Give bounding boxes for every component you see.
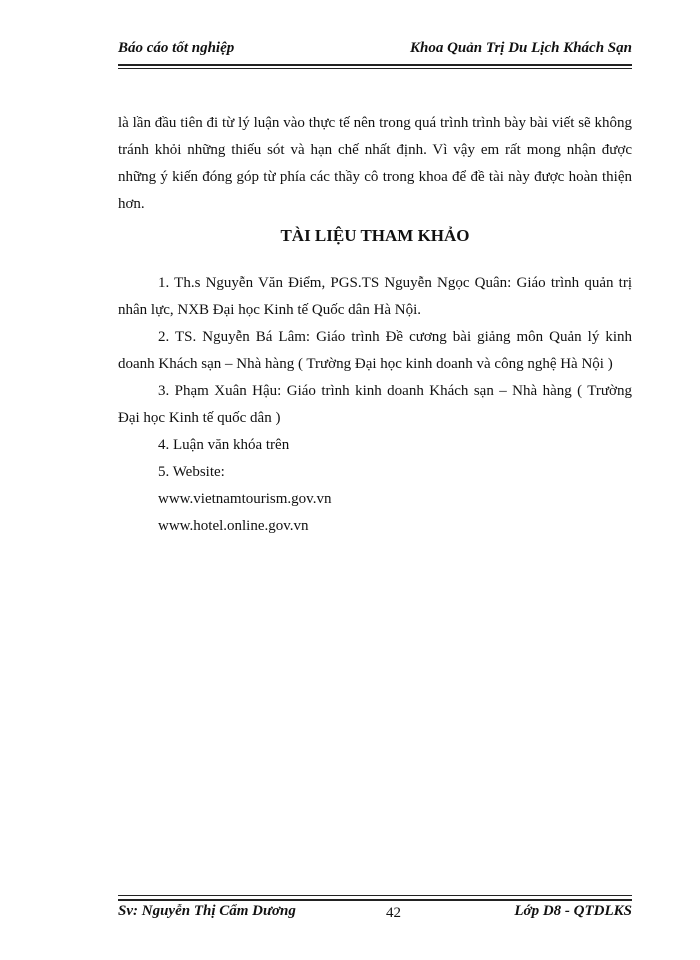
- footer-rule-thick: [118, 899, 632, 901]
- footer-rule-thin: [118, 895, 632, 896]
- reference-item: 2. TS. Nguyễn Bá Lâm: Giáo trình Đề cương bài giảng môn Quản lý kinh doanh Khách sạn – Nhà hàng ( Trường Đại học kinh doanh và công nghệ Hà Nội ): [118, 329, 632, 372]
- header-report-title: Báo cáo tốt nghiệp: [118, 40, 235, 56]
- website-url[interactable]: www.vietnamtourism.gov.vn: [158, 491, 332, 507]
- page-header: [118, 40, 632, 66]
- header-faculty: Khoa Quản Trị Du Lịch Khách Sạn: [409, 40, 632, 56]
- page-footer: [118, 903, 632, 925]
- reference-item: 5. Website:: [158, 464, 225, 480]
- website-url[interactable]: www.hotel.online.gov.vn: [158, 518, 309, 534]
- references-list: [118, 270, 632, 540]
- reference-item: 1. Th.s Nguyễn Văn Điểm, PGS.TS Nguyễn Ngọc Quân: Giáo trình quản trị nhân lực, NXB Đại học Kinh tế Quốc dân Hà Nội.: [118, 275, 632, 318]
- reference-item: 3. Phạm Xuân Hậu: Giáo trình kinh doanh Khách sạn – Nhà hàng ( Trường Đại học Kinh tế quốc dân ): [118, 383, 632, 426]
- intro-paragraph: là lần đầu tiên đi từ lý luận vào thực tế nên trong quá trình trình bày bài viết sẽ không tránh khỏi những thiếu sót và hạn chế nhất định. Vì vậy em rất mong nhận được những ý kiến đóng góp từ phía các thầy cô trong khoa để đề tài này được hoàn thiện hơn.: [118, 115, 632, 212]
- references-title: TÀI LIỆU THAM KHẢO: [280, 226, 470, 245]
- header-rule-thin: [118, 68, 632, 69]
- footer-class: Lớp D8 - QTDLKS: [514, 903, 632, 919]
- reference-item: 4. Luận văn khóa trên: [158, 437, 290, 453]
- footer-student-name: Sv: Nguyễn Thị Cẩm Dương: [118, 903, 296, 919]
- page-number: 42: [386, 905, 401, 921]
- header-rule-thick: [118, 64, 632, 66]
